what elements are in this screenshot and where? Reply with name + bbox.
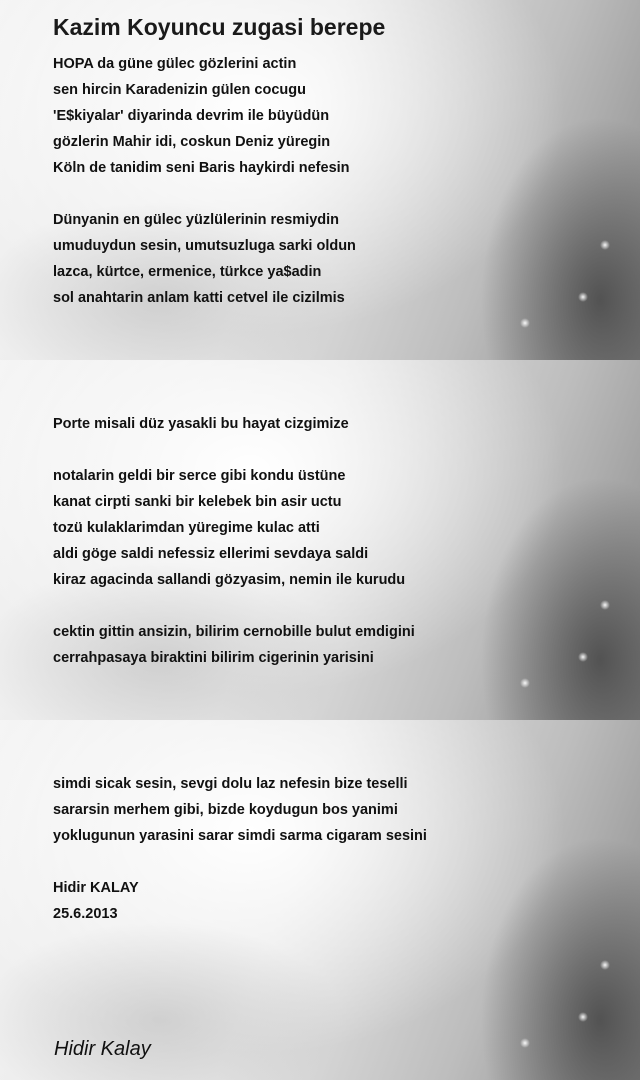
poem-line: cektin gittin ansizin, bilirim cernobille bulut emdigini: [53, 624, 415, 640]
poem-line: lazca, kürtce, ermenice, türkce ya$adin: [53, 264, 322, 280]
stanza: [53, 411, 349, 437]
poem-line: Köln de tanidim seni Baris haykirdi nefesin: [53, 160, 350, 176]
stanza: [53, 875, 139, 927]
poem-line: tozü kulaklarimdan yüregime kulac atti: [53, 520, 320, 536]
sparkle-decoration: [600, 960, 610, 970]
sparkle-decoration: [578, 652, 588, 662]
poem-line: 'E$kiyalar' diyarinda devrim ile büyüdün: [53, 108, 330, 124]
poem-date: 25.6.2013: [53, 906, 118, 922]
poem-line: HOPA da güne gülec gözlerini actin: [53, 56, 297, 72]
poem-line: sararsin merhem gibi, bizde koydugun bos yanimi: [53, 802, 398, 818]
author-name: Hidir KALAY: [53, 880, 139, 896]
poem-line: umuduydun sesin, umutsuzluga sarki oldun: [53, 238, 356, 254]
stanza: [53, 207, 356, 311]
poem-title: Kazim Koyuncu zugasi berepe: [53, 14, 386, 40]
sparkle-decoration: [600, 240, 610, 250]
sparkle-decoration: [520, 1038, 530, 1048]
stanza: [53, 619, 415, 671]
poem-line: notalarin geldi bir serce gibi kondu üstüne: [53, 468, 346, 484]
poem-line: yoklugunun yarasini sarar simdi sarma cigaram sesini: [53, 828, 427, 844]
poem-line: kanat cirpti sanki bir kelebek bin asir uctu: [53, 494, 342, 510]
poem-line: Porte misali düz yasakli bu hayat cizgimize: [53, 416, 349, 432]
poem-panel-2: [0, 360, 640, 720]
poem-line: gözlerin Mahir idi, coskun Deniz yüregin: [53, 134, 331, 150]
sparkle-decoration: [600, 600, 610, 610]
poem-line: simdi sicak sesin, sevgi dolu laz nefesin bize teselli: [53, 776, 408, 792]
poem-line: kiraz agacinda sallandi gözyasim, nemin ile kurudu: [53, 572, 406, 588]
stanza: [53, 771, 427, 849]
poem-line: aldi göge saldi nefessiz ellerimi sevdaya saldi: [53, 546, 369, 562]
signature: Hidir Kalay: [54, 1038, 151, 1060]
stanza: [53, 51, 350, 181]
poem-line: sen hircin Karadenizin gülen cocugu: [53, 82, 306, 98]
sparkle-decoration: [520, 318, 530, 328]
poem-panel-1: [0, 0, 640, 360]
poem-line: Dünyanin en gülec yüzlülerinin resmiydin: [53, 212, 340, 228]
sparkle-decoration: [578, 1012, 588, 1022]
sparkle-decoration: [520, 678, 530, 688]
poem-panel-3: [0, 720, 640, 1080]
stanza: [53, 463, 405, 593]
poem-line: sol anahtarin anlam katti cetvel ile cizilmis: [53, 290, 345, 306]
poem-line: cerrahpasaya biraktini bilirim cigerinin yarisini: [53, 650, 374, 666]
sparkle-decoration: [578, 292, 588, 302]
